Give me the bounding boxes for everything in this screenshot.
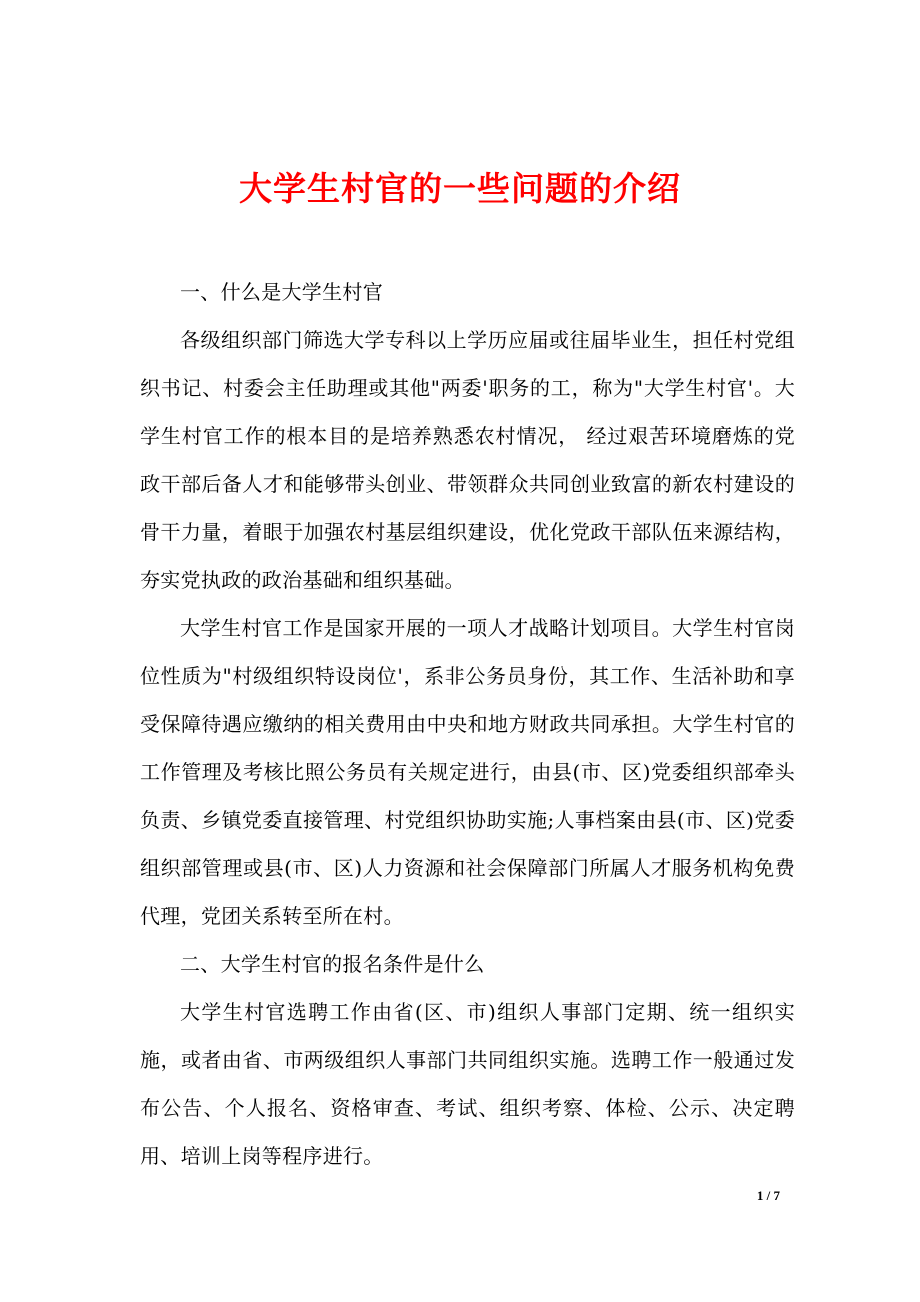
paragraph: 大学生村官选聘工作由省(区、市)组织人事部门定期、统一组织实施，或者由省、市两级组织人事部门共同组织实施。选聘工作一般通过发布公告、个人报名、资格审查、考试、组织考察、体检、公示、决定聘用、培训上岗等程序进行。 [140, 1000, 795, 1168]
paragraph: 大学生村官工作是国家开展的一项人才战略计划项目。大学生村官岗位性质为"村级组织特设岗位'，系非公务员身份，其工作、生活补助和享受保障待遇应缴纳的相关费用由中央和地方财政共同承担。大学生村官的工作管理及考核比照公务员有关规定进行，由县(市、区)党委组织部牵头负责、乡镇党委直接管理、村党组织协助实施;人事档案由县(市、区)党委组织部管理或县(市、区)人力资源和社会保障部门所属人才服务机构免费代理，党团关系转至所在村。 [140, 616, 795, 928]
section-heading: 一、什么是大学生村官 [180, 280, 383, 304]
paragraph: 各级组织部门筛选大学专科以上学历应届或往届毕业生，担任村党组织书记、村委会主任助理或其他"两委'职务的工，称为"大学生村官'。大学生村官工作的根本目的是培养熟悉农村情况， 经过艰苦环境磨炼的党政干部后备人才和能够带头创业、带领群众共同创业致富的新农村建设的骨干力量，着眼于加强农村基层组织建设，优化党政干部队伍来源结构，夯实党执政的政治基础和组织基础。 [140, 328, 795, 592]
section-heading: 二、大学生村官的报名条件是什么 [180, 952, 485, 976]
page-number: 1 / 7 [756, 1188, 780, 1203]
document-title: 大学生村官的一些问题的介绍 [239, 169, 681, 209]
document-body [140, 268, 795, 1180]
